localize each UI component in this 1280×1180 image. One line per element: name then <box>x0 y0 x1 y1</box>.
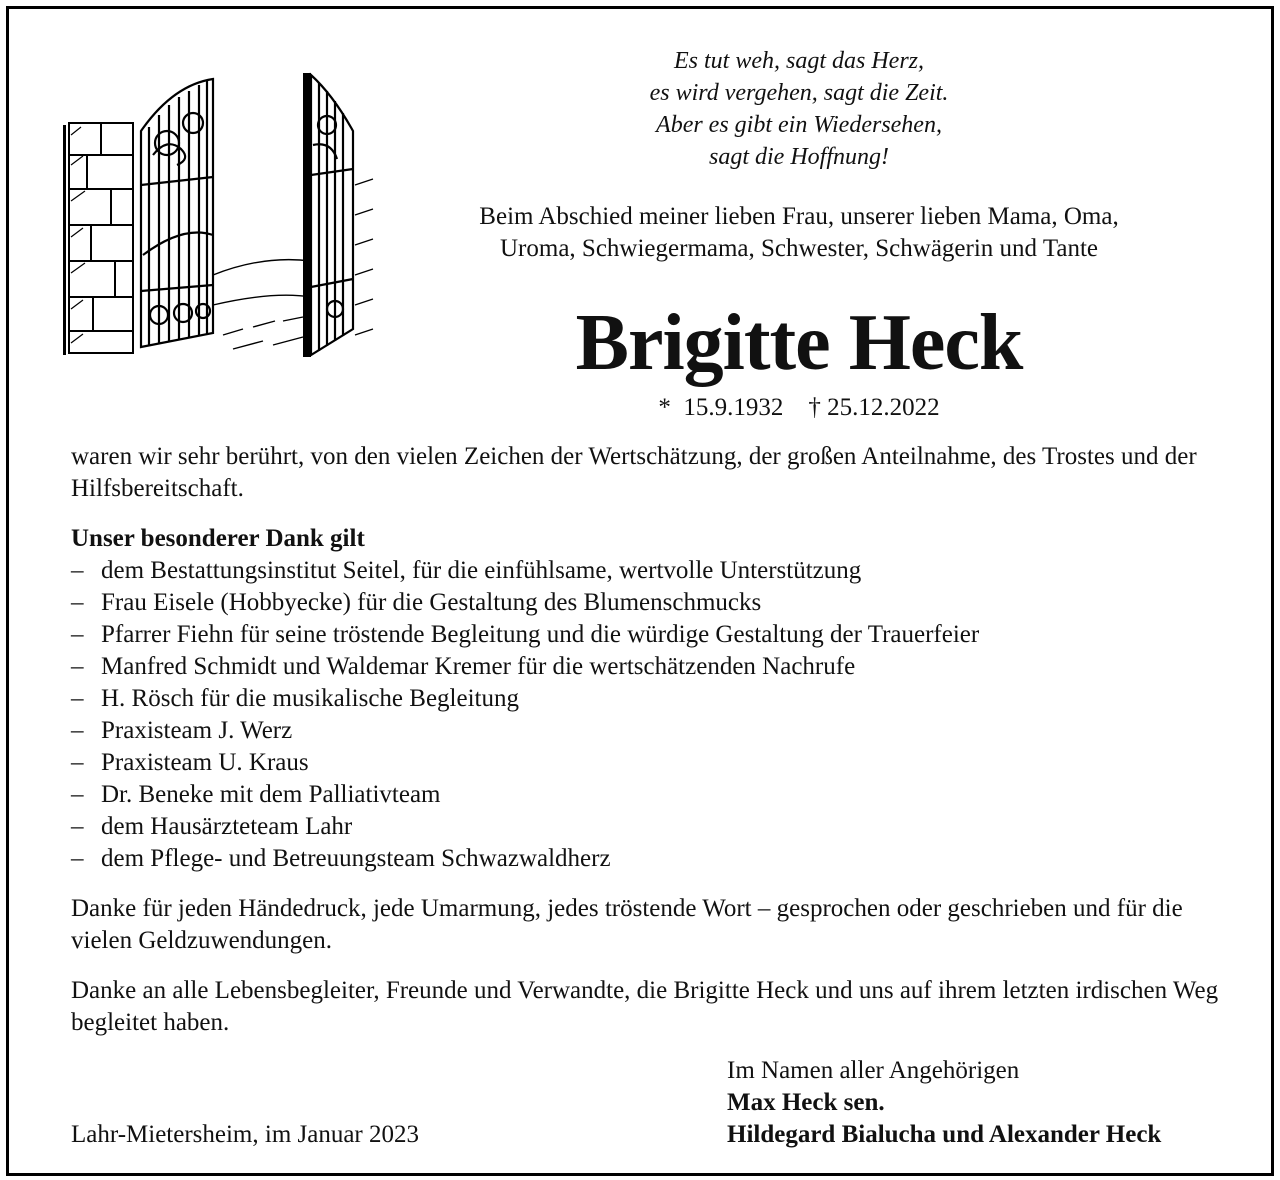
dash: – <box>71 813 84 840</box>
dash: – <box>71 621 84 648</box>
place-date: Lahr-Mietersheim, im Januar 2023 <box>71 1121 420 1148</box>
list-item-text: Praxisteam J. Werz <box>101 717 293 744</box>
list-item <box>71 843 1231 875</box>
dash: – <box>71 845 84 872</box>
list-item <box>71 651 1231 683</box>
list-item <box>71 619 1231 651</box>
intro-line: Beim Abschied meiner lieben Frau, unserer lieben Mama, Oma, <box>479 203 1119 230</box>
signature-intro: Im Namen aller Angehörigen <box>727 1057 1020 1084</box>
open-gate-illustration <box>63 65 375 359</box>
list-item-text: H. Rösch für die musikalische Begleitung <box>101 685 519 712</box>
list-item-text: dem Hausärzteteam Lahr <box>101 813 353 840</box>
signature-name: Max Heck sen. <box>727 1089 885 1116</box>
paragraph-gratitude: waren wir sehr berührt, von den vielen Zeichen der Wertschätzung, der großen Anteilnahme, des Trostes und der Hilfsbereitschaft. <box>71 443 1197 502</box>
list-item-text: dem Pflege- und Betreuungsteam Schwazwaldherz <box>101 845 611 872</box>
list-item <box>71 715 1231 747</box>
thanks-section <box>71 523 1231 875</box>
list-item <box>71 683 1231 715</box>
dash: – <box>71 717 84 744</box>
poem-line: Aber es gibt ein Wiedersehen, <box>656 112 942 138</box>
dash: – <box>71 685 84 712</box>
dash: – <box>71 557 84 584</box>
thanks-list <box>71 555 1231 875</box>
list-item <box>71 747 1231 779</box>
list-item <box>71 555 1231 587</box>
poem-line: sagt die Hoffnung! <box>709 144 889 170</box>
dash: – <box>71 653 84 680</box>
signature-names: Hildegard Bialucha und Alexander Heck <box>727 1121 1162 1148</box>
list-item-text: Praxisteam U. Kraus <box>101 749 309 776</box>
list-item-text: Dr. Beneke mit dem Palliativteam <box>101 781 441 808</box>
obituary-notice <box>6 6 1274 1176</box>
dash: – <box>71 589 84 616</box>
intro-line: Uroma, Schwiegermama, Schwester, Schwägerin und Tante <box>500 235 1098 262</box>
list-item-text: Frau Eisele (Hobbyecke) für die Gestaltung des Blumenschmucks <box>101 589 762 616</box>
list-item-text: dem Bestattungsinstitut Seitel, für die einfühlsame, wertvolle Unterstützung <box>101 557 862 584</box>
paragraph-thanks-companions: Danke an alle Lebensbegleiter, Freunde und Verwandte, die Brigitte Heck und uns auf ihrem letzten irdischen Weg begleitet haben. <box>71 977 1219 1036</box>
dash: – <box>71 781 84 808</box>
list-item-text: Manfred Schmidt und Waldemar Kremer für die wertschätzenden Nachrufe <box>101 653 856 680</box>
poem-line: Es tut weh, sagt das Herz, <box>673 48 924 74</box>
list-item <box>71 587 1231 619</box>
list-item <box>71 779 1231 811</box>
intro-text <box>389 201 1209 265</box>
thanks-heading: Unser besonderer Dank gilt <box>71 525 365 552</box>
life-dates: * 15.9.1932 † 25.12.2022 <box>658 394 940 421</box>
dash: – <box>71 749 84 776</box>
poem <box>529 45 1069 173</box>
list-item-text: Pfarrer Fiehn für seine tröstende Begleitung und die würdige Gestaltung der Trauerfeier <box>101 621 980 648</box>
paragraph-thanks-gestures: Danke für jeden Händedruck, jede Umarmung, jedes tröstende Wort – gesprochen oder geschrieben und für die vielen Geldzuwendungen. <box>71 895 1183 954</box>
list-item <box>71 811 1231 843</box>
deceased-name: Brigitte Heck <box>575 299 1023 387</box>
signature-block <box>727 1055 1161 1151</box>
poem-line: es wird vergehen, sagt die Zeit. <box>649 80 949 106</box>
